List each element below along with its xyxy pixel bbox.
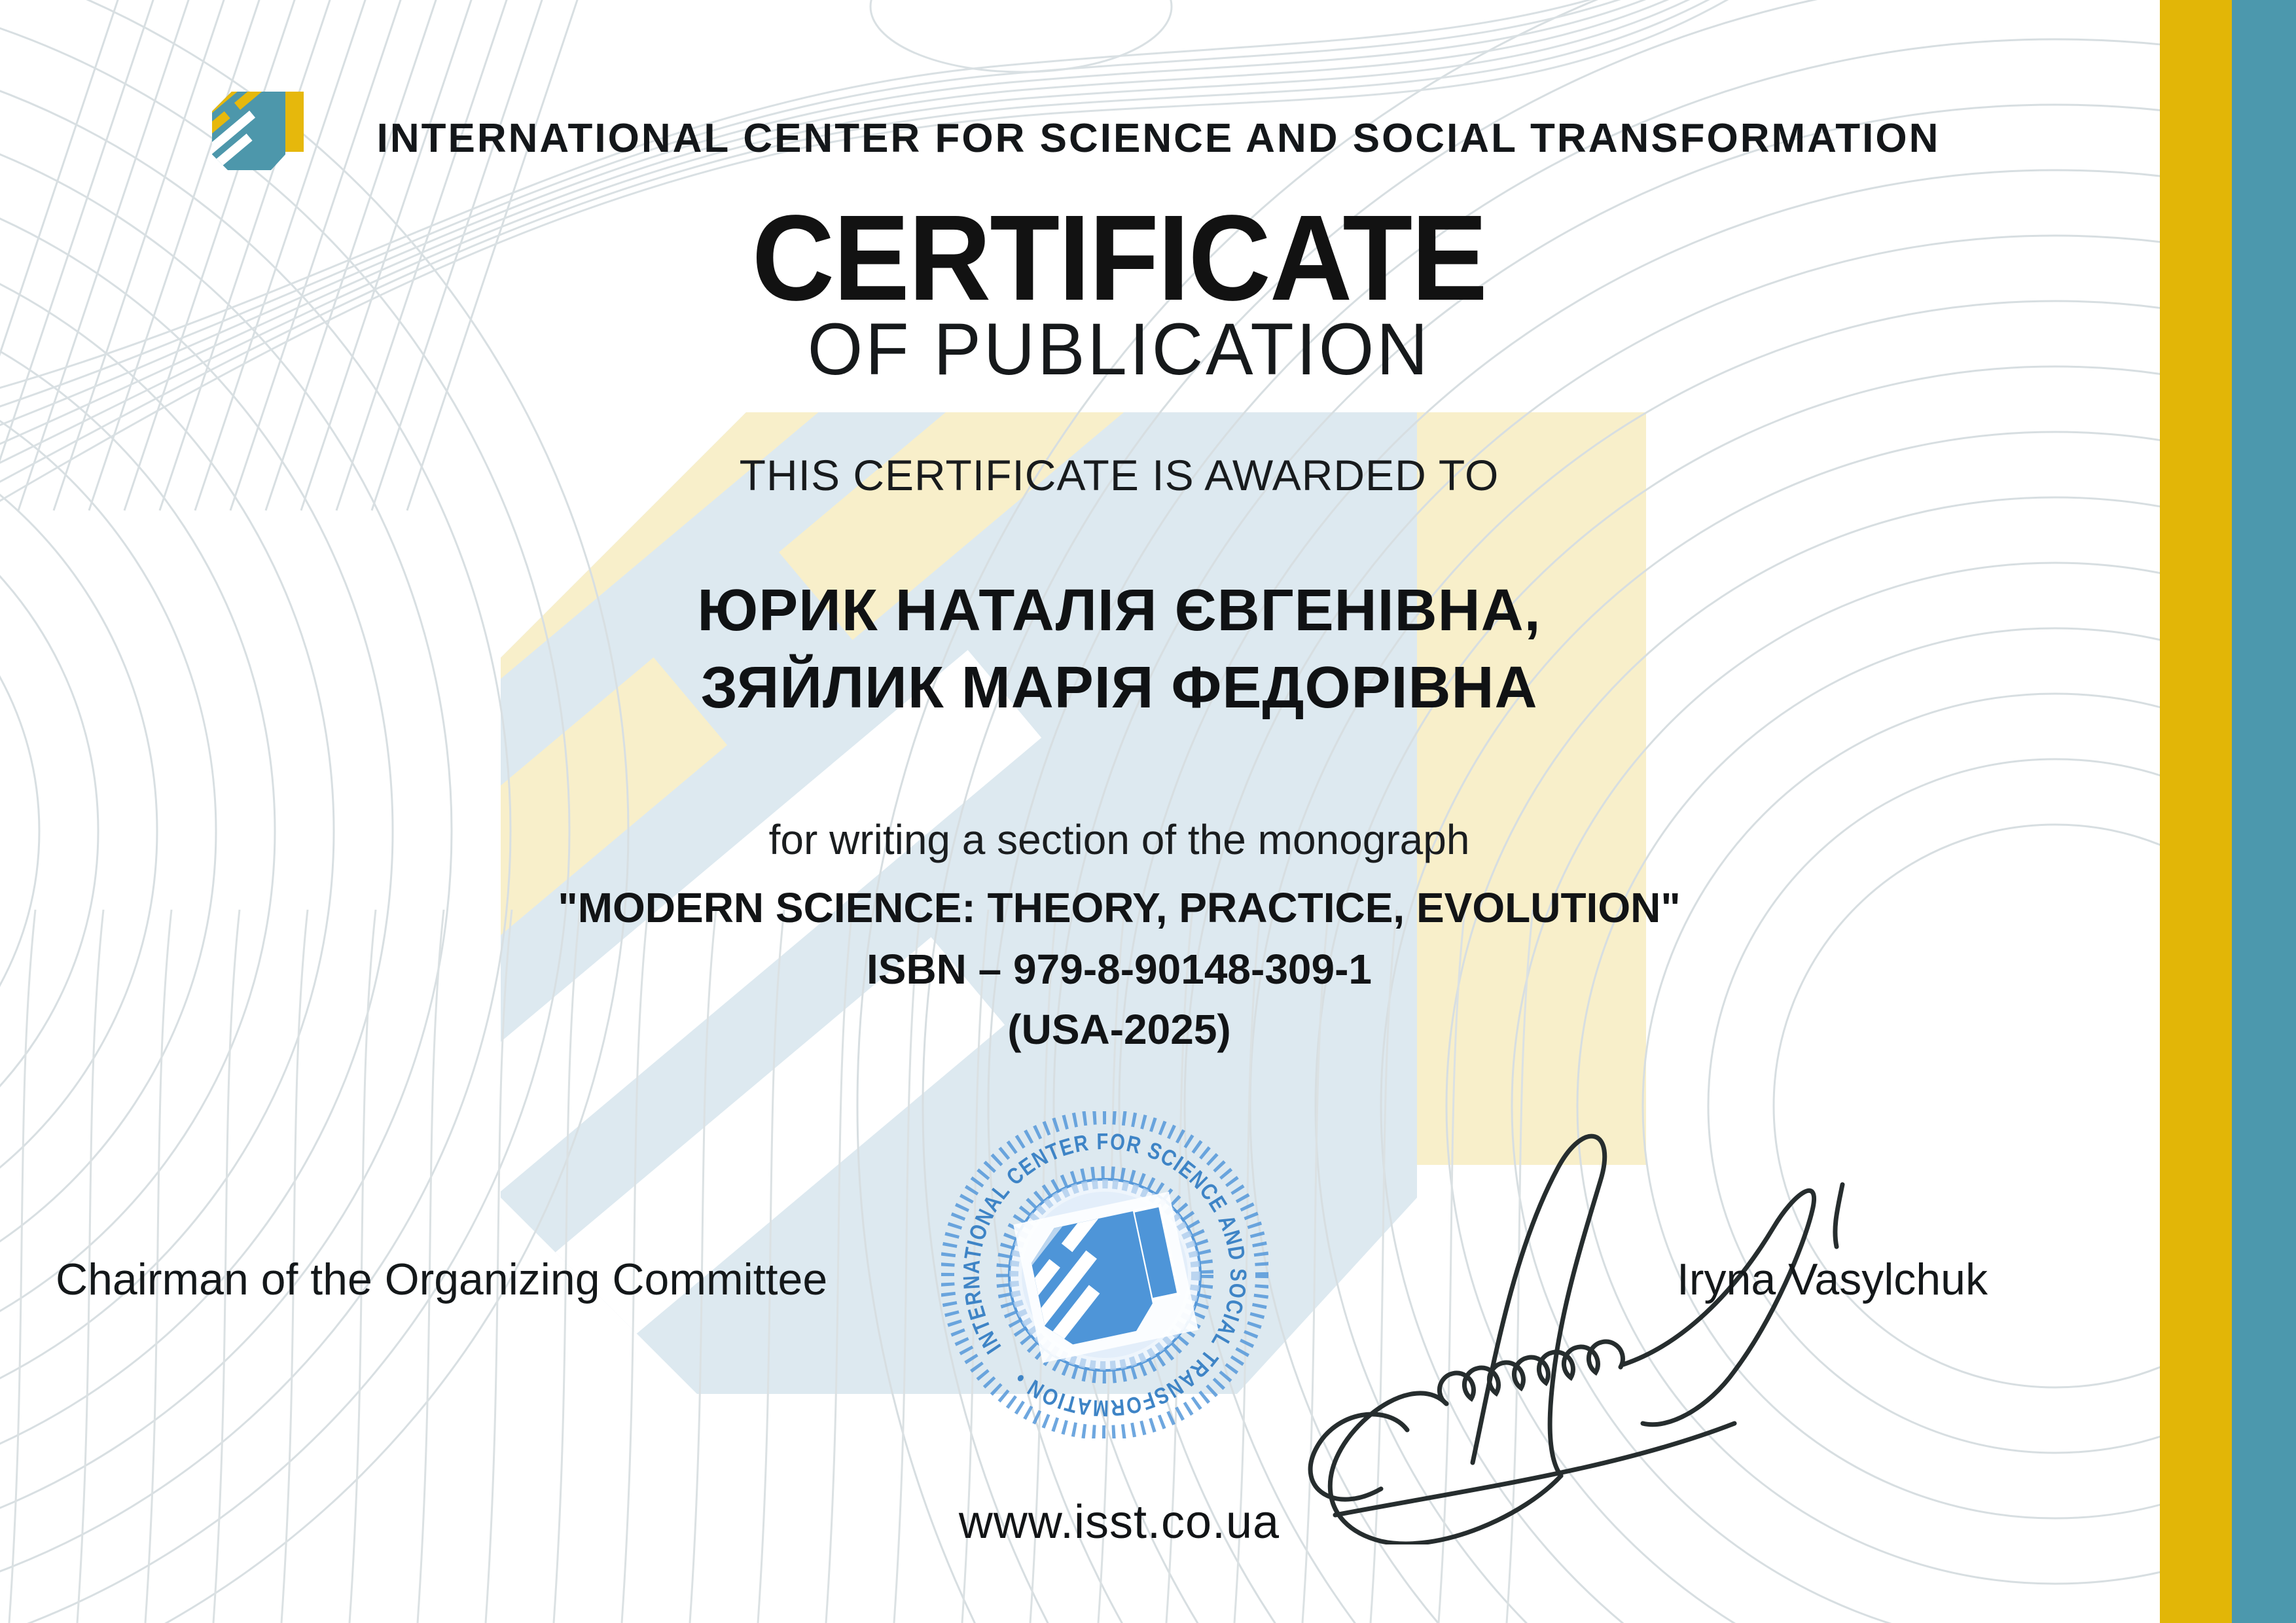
recipient-name-line2: ЗЯЙЛИК МАРІЯ ФЕДОРІВНА	[700, 655, 1538, 721]
org-name: INTERNATIONAL CENTER FOR SCIENCE AND SOCIAL TRANSFORMATION	[376, 116, 1941, 161]
certificate-title	[0, 190, 2238, 326]
award-reason: for writing a section of the monograph	[768, 816, 1470, 863]
edition-label: (USA-2025)	[1007, 1006, 1231, 1053]
certificate-subtitle-text: OF PUBLICATION	[808, 308, 1431, 390]
website-url: www.isst.co.ua	[958, 1496, 1280, 1548]
signer-name: Iryna Vasylchuk	[1677, 1255, 1988, 1304]
certificate-title-text: CERTIFICATE	[751, 190, 1487, 326]
seal-ring-text: INTERNATIONAL CENTER FOR SCIENCE AND SOCIAL TRANSFORMATION •	[958, 1128, 1251, 1421]
certificate-subtitle	[0, 308, 2238, 390]
isbn-number: ISBN – 979-8-90148-309-1	[866, 946, 1372, 993]
recipient-names	[0, 572, 2238, 726]
accent-bar-teal	[2232, 0, 2296, 1623]
official-seal	[941, 1111, 1268, 1438]
chairman-role-label: Chairman of the Organizing Committee	[56, 1255, 828, 1304]
monograph-title: "MODERN SCIENCE: THEORY, PRACTICE, EVOLUTION"	[558, 884, 1681, 931]
recipient-name-line1: ЮРИК НАТАЛІЯ ЄВГЕНІВНА,	[697, 578, 1541, 643]
award-intro: THIS CERTIFICATE IS AWARDED TO	[739, 451, 1499, 499]
signature-ink	[1276, 1122, 1898, 1544]
